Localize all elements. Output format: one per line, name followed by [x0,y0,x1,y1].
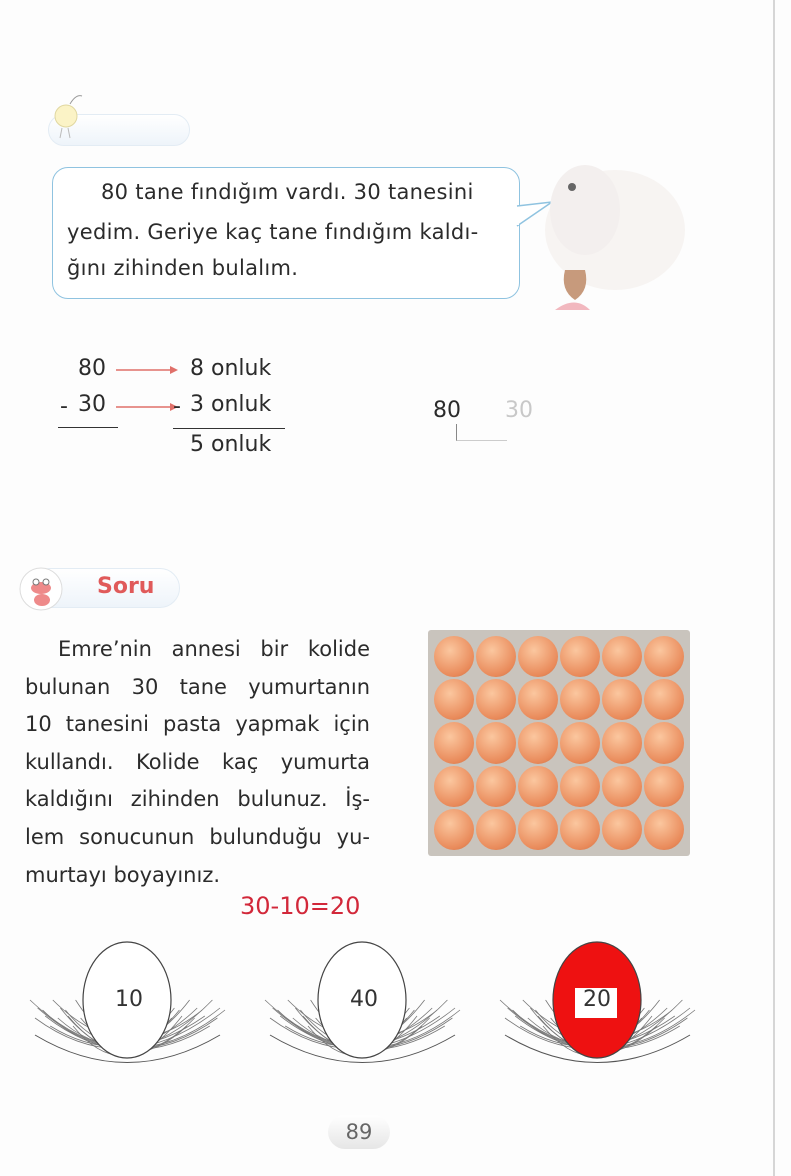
subtrahend-tens: 3 onluk [190,392,272,417]
question-line: bulunan 30 tane yumurtanın [25,674,370,699]
arrow-icon [116,364,180,376]
subtrahend: 30 [78,392,106,417]
sum-line [173,428,285,429]
bracket [456,424,507,441]
sum-line [58,427,118,428]
question-line: lem sonucunun bulunduğu yu- [25,824,370,849]
egg [476,766,516,807]
nest-icon [260,940,465,1090]
nest-egg-option[interactable] [495,940,700,1090]
answer-equation: 30-10=20 [240,892,361,920]
egg [560,679,600,720]
egg [602,766,642,807]
egg [518,766,558,807]
question-line: Emre’nin annesi bir kolide [58,637,370,661]
egg-number: 10 [115,987,143,1012]
egg [644,679,684,720]
minuend-tens: 8 onluk [190,356,272,381]
egg [434,636,474,677]
question-line: murtayı boyayınız. [25,862,221,887]
question-line: kaldığını zihinden bulunuz. İş- [25,787,370,812]
page-edge [773,0,775,1176]
egg [644,722,684,763]
egg [434,809,474,850]
egg [644,809,684,850]
bubble-line: 80 tane fındığım vardı. 30 tanesini [101,180,474,204]
bee-icon [48,92,88,148]
egg-tray-photo [428,630,690,856]
bubble-line: yedim. Geriye kaç tane fındığım kaldı- [67,220,479,244]
egg [602,679,642,720]
goose-illustration [535,150,705,325]
egg [518,636,558,677]
question-line: 10 tanesini pasta yapmak için [25,712,370,737]
egg [476,809,516,850]
egg [560,766,600,807]
egg [560,809,600,850]
nest-egg-option[interactable] [25,940,230,1090]
minuend: 80 [78,356,106,381]
egg [476,636,516,677]
result-tens: 5 onluk [190,432,272,457]
question-paragraph [25,631,370,894]
nest-egg-option[interactable] [260,940,465,1090]
minus-sign: - [60,394,68,419]
egg-number: 40 [350,987,378,1012]
egg [518,722,558,763]
soru-label: Soru [97,574,155,599]
speech-bubble [52,167,520,299]
egg [518,809,558,850]
egg [476,722,516,763]
minus-sign: - [173,394,181,419]
egg [560,722,600,763]
egg [518,679,558,720]
bubble-line: ğını zihinden bulalım. [67,256,299,280]
egg-number: 20 [583,987,611,1012]
nest-icon [25,940,230,1090]
egg [434,679,474,720]
mental-minuend: 80 [433,398,461,423]
egg [434,766,474,807]
egg [602,722,642,763]
egg [434,722,474,763]
page-number: 89 [328,1115,390,1149]
egg [644,766,684,807]
question-line: kullandı. Kolide kaç yumurta [25,749,370,774]
mental-subtrahend: 30 [505,398,533,423]
egg [476,679,516,720]
egg [602,809,642,850]
egg [560,636,600,677]
nest-icon [495,940,700,1090]
egg [602,636,642,677]
soru-character-icon [18,566,64,612]
arrow-icon [116,401,180,413]
egg [644,636,684,677]
